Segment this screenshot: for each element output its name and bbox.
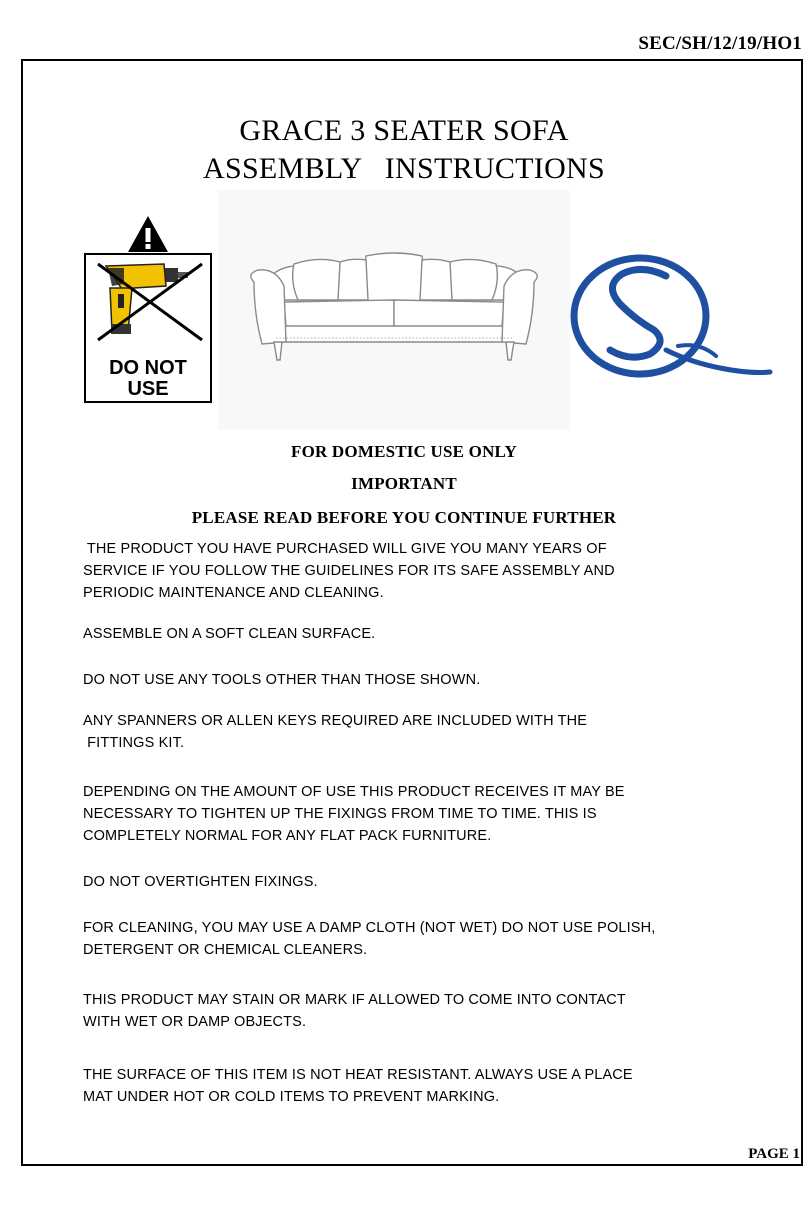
paragraph-line: ASSEMBLE ON A SOFT CLEAN SURFACE. (83, 626, 376, 642)
warning-label-line2: USE (127, 378, 169, 400)
heading-domestic-use: FOR DOMESTIC USE ONLY (290, 442, 518, 461)
paragraph-line: ANY SPANNERS OR ALLEN KEYS REQUIRED ARE INCLUDED WITH THE (83, 713, 588, 729)
page-number: PAGE 1 (748, 1146, 800, 1162)
paragraph-line: THE SURFACE OF THIS ITEM IS NOT HEAT RESISTANT. ALWAYS USE A PLACE (83, 1067, 633, 1083)
paragraph-line: THE PRODUCT YOU HAVE PURCHASED WILL GIVE YOU MANY YEARS OF (83, 541, 607, 557)
paragraph-line: DETERGENT OR CHEMICAL CLEANERS. (83, 942, 368, 958)
paragraph-line: MAT UNDER HOT OR COLD ITEMS TO PREVENT MARKING. (83, 1089, 500, 1105)
paragraph-line: NECESSARY TO TIGHTEN UP THE FIXINGS FROM TIME TO TIME. THIS IS (83, 806, 597, 822)
paragraph-line: THIS PRODUCT MAY STAIN OR MARK IF ALLOWED TO COME INTO CONTACT (83, 992, 626, 1008)
paragraph (83, 917, 655, 961)
sofa-illustration (218, 190, 570, 430)
paragraph (83, 1064, 633, 1108)
paragraph (83, 623, 375, 645)
paragraph (83, 781, 625, 847)
paragraph-line: DO NOT USE ANY TOOLS OTHER THAN THOSE SHOWN. (83, 672, 481, 688)
paragraph-line: PERIODIC MAINTENANCE AND CLEANING. (83, 585, 384, 601)
document-reference: SEC/SH/12/19/HO1 (638, 33, 802, 54)
warning-triangle-icon (128, 216, 168, 252)
heading-read-before: PLEASE READ BEFORE YOU CONTINUE FURTHER (191, 508, 617, 527)
paragraph-line: DO NOT OVERTIGHTEN FIXINGS. (83, 874, 318, 890)
paragraph-line: SERVICE IF YOU FOLLOW THE GUIDELINES FOR ITS SAFE ASSEMBLY AND (83, 563, 615, 579)
brand-logo (570, 250, 775, 385)
paragraph-line: DEPENDING ON THE AMOUNT OF USE THIS PRODUCT RECEIVES IT MAY BE (83, 784, 625, 800)
heading-important: IMPORTANT (351, 474, 457, 493)
paragraph-line: FOR CLEANING, YOU MAY USE A DAMP CLOTH (NOT WET) DO NOT USE POLISH, (83, 920, 656, 936)
paragraph (83, 538, 615, 604)
paragraph (83, 989, 626, 1033)
paragraph-line: COMPLETELY NORMAL FOR ANY FLAT PACK FURNITURE. (83, 828, 492, 844)
paragraph (83, 871, 318, 893)
paragraph-line: WITH WET OR DAMP OBJECTS. (83, 1014, 307, 1030)
do-not-use-drill-warning (84, 214, 212, 404)
title-line2-text: ASSEMBLY INSTRUCTIONS (203, 152, 605, 185)
paragraph (83, 669, 480, 691)
warning-label-line1: DO NOT (109, 357, 187, 379)
paragraph-line: FITTINGS KIT. (83, 735, 185, 751)
document-title-line2 (0, 152, 808, 186)
document-title-line1: GRACE 3 SEATER SOFA (239, 114, 569, 147)
paragraph (83, 710, 587, 754)
